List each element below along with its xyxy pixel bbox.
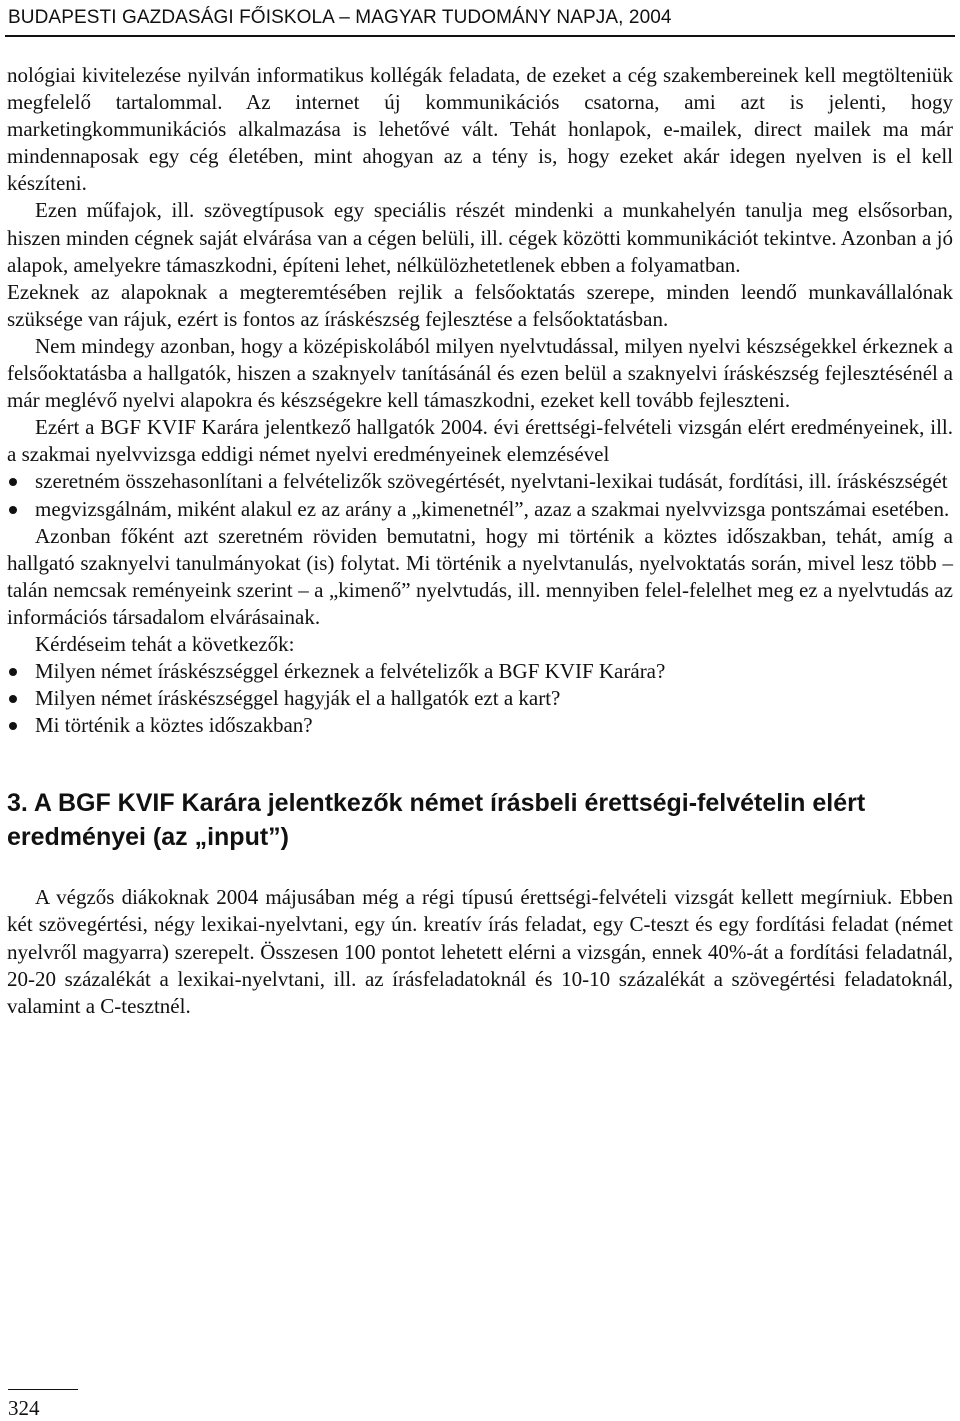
paragraph-analysis-intro: Ezért a BGF KVIF Karára jelentkező hallgatók 2004. évi érettségi-felvételi vizsgán elért eredményeinek, ill. a szakmai nyelvvizsga eddigi német nyelvi eredményeinek elemzésével — [7, 415, 953, 467]
goals-list — [7, 468, 953, 522]
list-item — [7, 685, 953, 712]
paragraph-continuation: nológiai kivitelezése nyilván informatikus kollégák feladata, de ezeket a cég szakembereinek kell megtölteniük megfelelő tartalommal. Az internet új kommunikációs csatorna, ami azt is jelenti, hogy marketingkommunikációs alkalmazása is lehetővé vált. Tehát honlapok, e-mailek, direct mailek ma már mindennaposak egy cég életében, mint ahogyan az a tény is, hogy ezeket akár idegen nyelven is el kell készíteni. — [7, 63, 953, 196]
footer-rule — [8, 1389, 78, 1390]
list-item-text: Milyen német íráskészséggel hagyják el a hallgatók ezt a kart? — [35, 686, 561, 711]
page-number: 324 — [8, 1396, 40, 1420]
page-body — [7, 62, 953, 1020]
list-item — [7, 468, 953, 495]
section-heading: 3. A BGF KVIF Karára jelentkezők német írásbeli érettségi-felvételin elért eredményei (az „input”) — [7, 789, 866, 852]
paragraph-exam-description: A végzős diákoknak 2004 májusában még a régi típusú érettségi-felvételi vizsgát kellett megírniuk. Ebben két szövegértési, négy lexikai-nyelvtani, egy ún. kreatív írás feladat, egy C-teszt és egy fordítási feladat (német nyelvről magyarra) szerepelt. Összesen 100 pontot lehetett elérni a vizsgán, ennek 40%-át a fordítási feladatnál, 20-20 százalékát a lexikai-nyelvtani, ill. az írásfeladatoknál és 10-10 százalékát a szövegértési feladatoknál, valamint a C-tesztnél. — [7, 885, 953, 1018]
running-header: BUDAPESTI GAZDASÁGI FŐISKOLA – MAGYAR TUDOMÁNY NAPJA, 2004 — [8, 7, 672, 28]
bullet-icon — [9, 478, 17, 486]
bullet-icon — [9, 506, 17, 514]
list-item-text: Mi történik a köztes időszakban? — [35, 713, 313, 738]
header-rule — [5, 35, 955, 37]
bullet-icon — [9, 722, 17, 730]
list-item-text: Milyen német íráskészséggel érkeznek a felvételizők a BGF KVIF Karára? — [35, 659, 666, 684]
bullet-icon — [9, 668, 17, 676]
paragraph-intermediate-period: Azonban főként azt szeretném röviden bemutatni, hogy mi történik a köztes időszakban, tehát, amíg a hallgató szaknyelvi tanulmányokat (is) folytat. Mi történik a nyelvtanulás, nyelvoktatás során, mivel lesz több – talán nemcsak reményeink szerint – a „kimenő” nyelvtudás, ill. mennyiben felel-felelhet meg ez a nyelvtudás az információs társadalom elvárásainak. — [7, 523, 953, 629]
list-item-text: megvizsgálnám, miként alakul ez az arány a „kimenetnél”, azaz a szakmai nyelvvizsga pontszámai esetében. — [35, 496, 950, 521]
bullet-icon — [9, 695, 17, 703]
paragraph-language-skills: Nem mindegy azonban, hogy a középiskolából milyen nyelvtudással, milyen nyelvi készségekkel érkeznek a felsőoktatásba a hallgatók, hiszen a szaknyelv tanításánál és ezen belül a szaknyelvi íráskészség fejlesztésénél a már meglévő nyelvi alapokra és készségekre kell támaszkodni, ezeket kell tovább fejleszteni. — [7, 333, 953, 413]
list-item — [7, 712, 953, 739]
paragraph-questions-intro: Kérdéseim tehát a következők: — [35, 631, 295, 656]
paragraph-higher-education-role: Ezeknek az alapoknak a megteremtésében rejlik a felsőoktatás szerepe, minden leendő munkavállalónak szüksége van rájuk, ezért is fontos az íráskészség fejlesztése a felsőoktatásban. — [7, 279, 953, 331]
questions-list — [7, 658, 953, 739]
list-item — [7, 496, 953, 523]
list-item-text: szeretném összehasonlítani a felvételizők szövegértését, nyelvtani-lexikai tudását, fordítási, ill. íráskészségét — [35, 469, 948, 494]
paragraph-genres: Ezen műfajok, ill. szövegtípusok egy speciális részét mindenki a munkahelyén tanulja meg elsősorban, hiszen minden cégnek saját elvárása van a cégen belüli, ill. cégek közötti kommunikációt tekintve. Azonban a jó alapok, amelyekre támaszkodni, építeni lehet, nélkülözhetetlenek ebben a folyamatban. — [7, 198, 953, 277]
list-item — [7, 658, 953, 685]
